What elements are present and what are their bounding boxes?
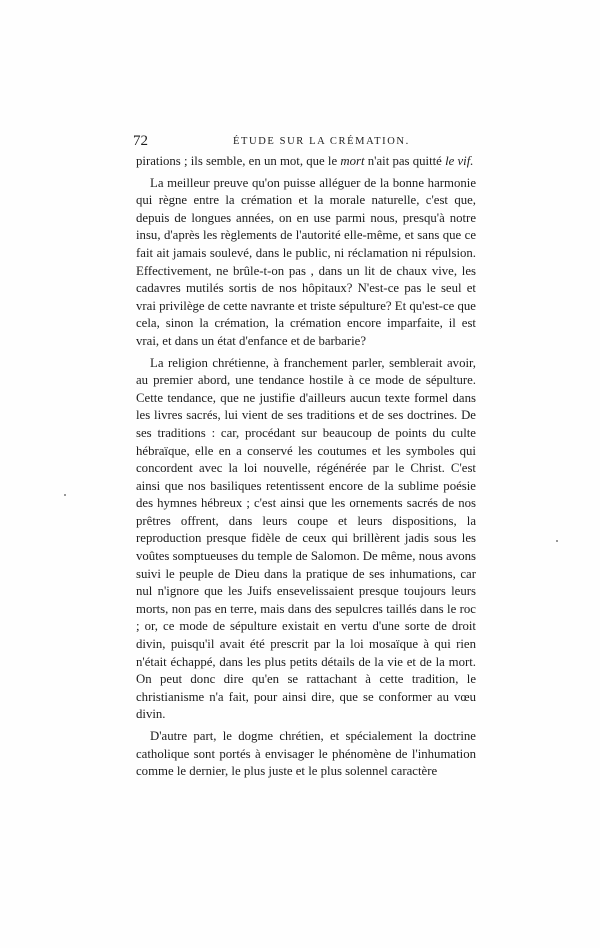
running-head — [133, 133, 473, 149]
italic-phrase: le vif. — [445, 154, 474, 168]
body-text — [136, 153, 476, 785]
paragraph-continuation — [136, 153, 476, 171]
page-speck — [556, 540, 558, 542]
italic-word: mort — [340, 154, 365, 168]
text-run: n'ait pas quitté — [364, 154, 446, 168]
paragraph: La meilleur preuve qu'on puisse alléguer de la bonne harmonie qui règne entre la crémation et la morale naturelle, c'est que, depuis de longues années, on en use parmi nous, presqu'à notre insu, d'après les règlements de l'autorité elle-même, et sans que ce fait ait jamais soulevé, dans le public, ni réclamation ni répulsion. Effectivement, ne brûle-t-on pas , dans un lit de chaux vive, les cadavres mutilés sortis de nos hôpitaux? N'est-ce pas le seul et vrai privilège de cette navrante et triste sépulture? Et qu'est-ce que cela, sinon la crémation, la crémation encore imparfaite, il est vrai, et dans un état d'enfance et de barbarie? — [136, 175, 476, 348]
text-run: pirations ; ils semble, en un mot, que le — [136, 154, 341, 168]
paragraph: La religion chrétienne, à franchement parler, semblerait avoir, au premier abord, une tendance hostile à ce mode de sépulture. Cette tendance, que ne justifie d'ailleurs aucun texte formel dans les livres sacrés, lui vient de ses traditions et de ses doctrines. De ses traditions : car, procédant sur beaucoup de points du culte hébraïque, elle en a conservé les coutumes et les symboles qui concordent avec la loi nouvelle, régénérée par le Christ. C'est ainsi que nos basiliques retentissent encore de la sublime poésie des hymnes hébreux ; c'est ainsi que les ornements sacrés de nos prêtres offrent, dans leurs coupe et leurs dispositions, la reproduction presque fidèle de ceux qui brillèrent jadis sous les voûtes somptueuses du temple de Salomon. De même, nous avons suivi le peuple de Dieu dans la pratique de ses inhumations, car nul n'ignore que les Juifs ensevelissaient presque toujours leurs morts, non pas en terre, mais dans des sepulcres taillés dans le roc ; or, ce mode de sépulture existait en vertu d'une sorte de droit divin, puisqu'il avait été prescrit par la loi mosaïque à qui rien n'était échappé, dans les plus petits détails de la vie et de la mort. On peut donc dire qu'en se rattachant à cette tradition, le christianisme n'a fait, pour ainsi dire, que se conformer au vœu divin. — [136, 355, 476, 722]
paragraph: D'autre part, le dogme chrétien, et spécialement la doctrine catholique sont portés à envisager le phénomène de l'inhumation comme le dernier, le plus juste et le plus solennel caractère — [136, 729, 476, 779]
page-speck — [64, 494, 66, 496]
page-number: 72 — [133, 133, 148, 149]
running-title: ÉTUDE SUR LA CRÉMATION. — [233, 136, 410, 147]
